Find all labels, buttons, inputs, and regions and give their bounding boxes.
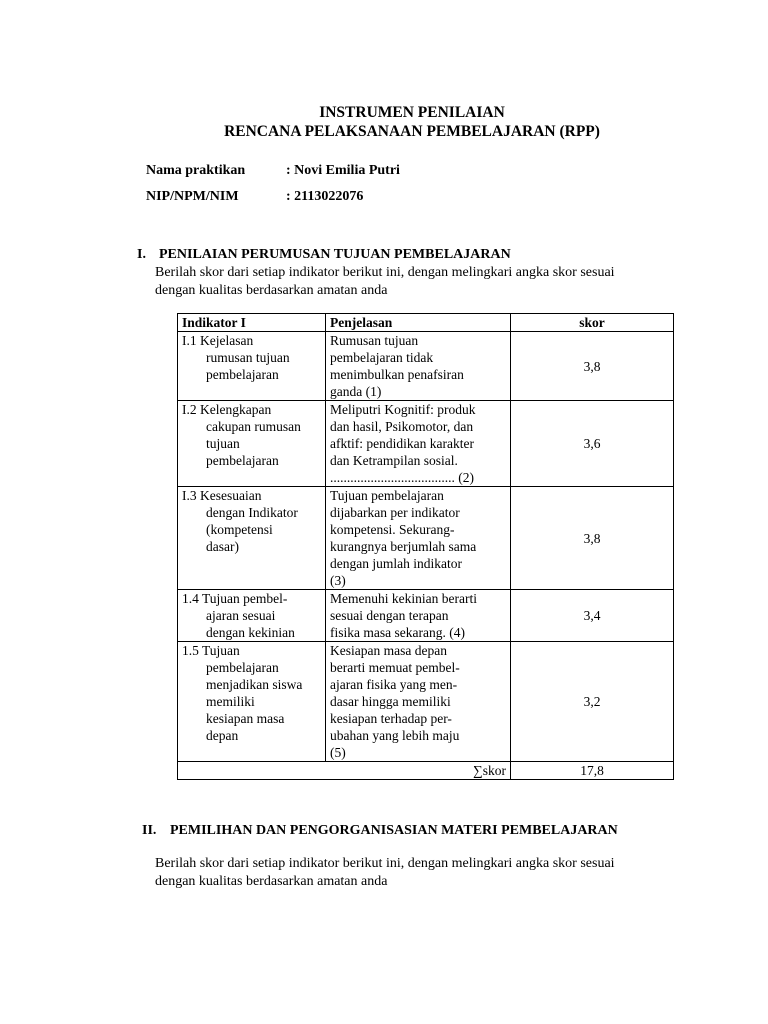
id-row xyxy=(146,188,363,206)
header-skor: skor xyxy=(511,314,674,332)
score-cell[interactable]: 3,6 xyxy=(511,401,674,487)
section-2-number: II. xyxy=(142,823,157,838)
indicator-detail: ajaran sesuai dengan kekinian xyxy=(206,608,295,640)
table-row xyxy=(178,590,674,642)
title-line-1: INSTRUMEN PENILAIAN xyxy=(319,104,505,121)
table-row xyxy=(178,642,674,762)
document-title xyxy=(0,103,768,141)
indicator-detail: pembelajaran menjadikan siswa memiliki kesiapan masa depan xyxy=(206,660,303,743)
assessment-table xyxy=(177,313,674,780)
indicator-title: 1.4 Tujuan pembel- xyxy=(182,591,288,606)
section-1-instruction-line-1: Berilah skor dari setiap indikator berikut ini, dengan melingkari angka skor sesuai xyxy=(155,265,615,280)
section-1-heading xyxy=(137,246,511,264)
indicator-detail: rumusan tujuan pembelajaran xyxy=(206,350,290,382)
indicator-title: I.3 Kesesuaian xyxy=(182,488,262,503)
section-1-instruction-line-2: dengan kualitas berdasarkan amatan anda xyxy=(155,283,388,298)
indicator-cell xyxy=(178,401,326,487)
id-value: : 2113022076 xyxy=(286,189,364,204)
indicator-cell xyxy=(178,332,326,401)
name-row xyxy=(146,162,400,180)
header-indikator: Indikator I xyxy=(178,314,326,332)
indicator-title: I.2 Kelengkapan xyxy=(182,402,272,417)
name-value: : Novi Emilia Putri xyxy=(286,163,400,178)
indicator-detail: cakupan rumusan tujuan pembelajaran xyxy=(206,419,301,468)
description-cell: Meliputri Kognitif: produk dan hasil, Psikomotor, dan afktif: pendidikan karakter dan Ketrampilan sosial. ..................................... (2) xyxy=(326,401,511,487)
description-cell: Kesiapan masa depan berarti memuat pembel- ajaran fisika yang men- dasar hingga memiliki kesiapan terhadap per- ubahan yang lebih maju (5) xyxy=(326,642,511,762)
total-empty-cell xyxy=(178,762,326,780)
total-value: 17,8 xyxy=(511,762,674,780)
total-row xyxy=(178,762,674,780)
table-header-row xyxy=(178,314,674,332)
indicator-title: 1.5 Tujuan xyxy=(182,643,240,658)
table-row xyxy=(178,487,674,590)
score-cell[interactable]: 3,2 xyxy=(511,642,674,762)
indicator-cell xyxy=(178,642,326,762)
section-1-title: PENILAIAN PERUMUSAN TUJUAN PEMBELAJARAN xyxy=(159,247,511,262)
score-cell[interactable]: 3,4 xyxy=(511,590,674,642)
section-2-instruction-line-2: dengan kualitas berdasarkan amatan anda xyxy=(155,874,388,889)
description-cell: Rumusan tujuan pembelajaran tidak menimbulkan penafsiran ganda (1) xyxy=(326,332,511,401)
indicator-cell xyxy=(178,590,326,642)
indicator-cell xyxy=(178,487,326,590)
table-row xyxy=(178,332,674,401)
id-label: NIP/NPM/NIM xyxy=(146,189,239,204)
section-2-heading xyxy=(142,822,618,840)
score-cell[interactable]: 3,8 xyxy=(511,487,674,590)
section-1-instruction xyxy=(155,264,675,300)
section-2-title: PEMILIHAN DAN PENGORGANISASIAN MATERI PEMBELAJARAN xyxy=(170,823,618,838)
indicator-detail: dengan Indikator (kompetensi dasar) xyxy=(206,505,298,554)
indicator-title: I.1 Kejelasan xyxy=(182,333,254,348)
header-penjelasan: Penjelasan xyxy=(326,314,511,332)
name-label: Nama praktikan xyxy=(146,163,246,178)
section-2-instruction-line-1: Berilah skor dari setiap indikator berikut ini, dengan melingkari angka skor sesuai xyxy=(155,856,615,871)
title-line-2: RENCANA PELAKSANAAN PEMBELAJARAN (RPP) xyxy=(224,123,600,140)
score-cell[interactable]: 3,8 xyxy=(511,332,674,401)
description-cell: Memenuhi kekinian berarti sesuai dengan terapan fisika masa sekarang. (4) xyxy=(326,590,511,642)
section-1-number: I. xyxy=(137,247,146,262)
total-label: ∑skor xyxy=(326,762,511,780)
section-2-instruction xyxy=(155,855,675,891)
table-row xyxy=(178,401,674,487)
description-cell: Tujuan pembelajaran dijabarkan per indikator kompetensi. Sekurang- kurangnya berjumlah sama dengan jumlah indikator (3) xyxy=(326,487,511,590)
